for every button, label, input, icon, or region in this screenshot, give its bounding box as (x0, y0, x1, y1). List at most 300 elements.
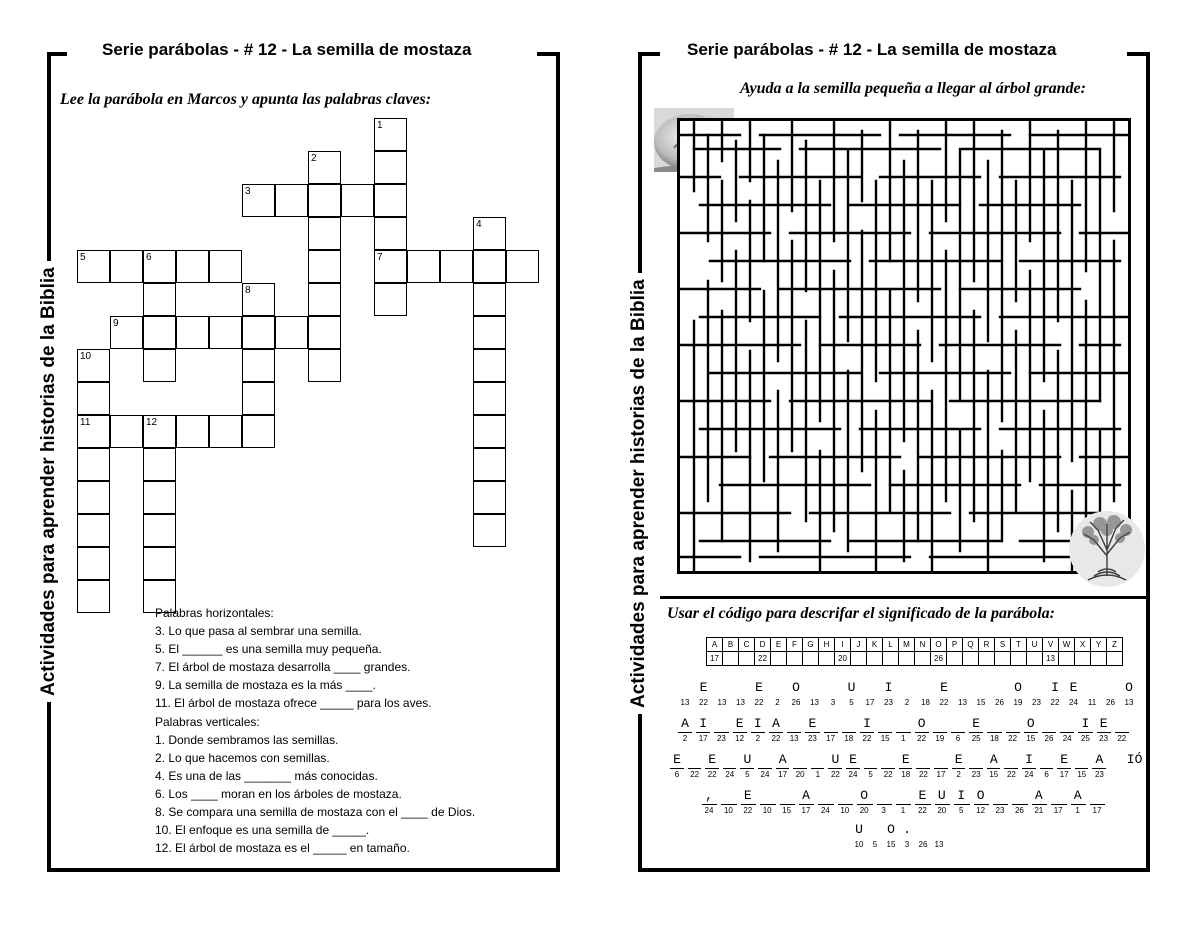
decode-number: 1 (900, 806, 906, 815)
clue-h3: 3. Lo que pasa al sembrar una semilla. (155, 624, 362, 639)
decode-blank[interactable] (811, 768, 825, 769)
code-letter-cell: U (1027, 638, 1043, 652)
decode-letter: U (855, 822, 863, 837)
decode-number: 22 (917, 734, 927, 743)
crossword-cell[interactable] (143, 250, 176, 283)
decode-letter: . (903, 822, 911, 837)
code-number-cell (1059, 652, 1075, 666)
code-number-cell (979, 652, 995, 666)
decode-blank[interactable] (1092, 768, 1106, 769)
crossword-clue-number: 8 (245, 285, 251, 296)
decode-letter: E (1099, 716, 1108, 731)
code-letter-cell: X (1075, 638, 1091, 652)
decode-blank[interactable] (733, 732, 747, 733)
decode-blank[interactable] (805, 732, 819, 733)
decode-blank[interactable] (878, 732, 892, 733)
decode-letter: A (778, 752, 787, 767)
crossword-cell[interactable] (143, 415, 176, 448)
decode-blank[interactable] (721, 804, 736, 805)
decode-number: 24 (760, 770, 770, 779)
decode-letter: O (1125, 680, 1133, 695)
decode-number: 22 (1006, 770, 1016, 779)
crossword-cell[interactable] (176, 250, 209, 283)
decode-blank[interactable] (818, 804, 833, 805)
crossword-cell[interactable] (506, 250, 539, 283)
decode-number: 18 (844, 734, 854, 743)
decode-number: 5 (868, 770, 873, 779)
crossword-cell[interactable] (143, 481, 176, 514)
decode-blank[interactable] (1057, 768, 1071, 769)
decode-number: 23 (995, 806, 1005, 815)
decode-number: 26 (1044, 734, 1054, 743)
decode-blank[interactable] (678, 732, 692, 733)
crossword-cell[interactable] (77, 382, 110, 415)
code-letter-cell: H (819, 638, 835, 652)
decode-letter: A (1095, 752, 1104, 767)
decode-blank[interactable] (846, 768, 860, 769)
decode-blank[interactable] (915, 732, 929, 733)
decode-blank[interactable] (1051, 804, 1066, 805)
decode-blank[interactable] (769, 732, 783, 733)
code-number-cell (1091, 652, 1107, 666)
crossword-cell[interactable] (143, 514, 176, 547)
left-frame-bottom (47, 868, 560, 872)
decode-blank[interactable] (1060, 732, 1074, 733)
crossword-cell[interactable] (473, 415, 506, 448)
tree-image (1068, 510, 1146, 588)
decode-blank[interactable] (1097, 732, 1111, 733)
decode-number: 26 (791, 698, 801, 707)
crossword-clue-number: 4 (476, 219, 482, 230)
code-table (706, 637, 1123, 666)
crossword-cell[interactable] (473, 481, 506, 514)
decode-number: 23 (807, 734, 817, 743)
maze-instruction: Ayuda a la semilla pequeña a llegar al árbol grande: (740, 80, 1086, 97)
decode-number: 15 (782, 806, 792, 815)
decode-blank[interactable] (799, 804, 814, 805)
left-side-title: Actividades para aprender historias de la Biblia (38, 261, 60, 702)
clue-h5: 5. El ______ es una semilla muy pequeña. (155, 642, 382, 657)
decode-blank[interactable] (969, 732, 983, 733)
code-letters-row (707, 638, 1123, 652)
decode-letter: E (808, 716, 817, 731)
decode-number: 13 (789, 734, 799, 743)
crossword-cell[interactable] (308, 250, 341, 283)
decode-blank[interactable] (842, 732, 856, 733)
code-letter-cell: P (947, 638, 963, 652)
decode-blank[interactable] (1071, 804, 1086, 805)
decode-number: 26 (1014, 806, 1024, 815)
decode-letter: A (1073, 788, 1082, 803)
code-letter-cell: A (707, 638, 723, 652)
crossword-cell[interactable] (407, 250, 440, 283)
crossword-cell[interactable] (473, 250, 506, 283)
decode-letter: I (1051, 680, 1059, 695)
decode-blank[interactable] (702, 804, 717, 805)
decode-letter: E (1069, 680, 1078, 695)
crossword-cell[interactable] (374, 118, 407, 151)
decode-blank[interactable] (935, 804, 950, 805)
decode-number: 5 (958, 806, 964, 815)
decode-number: 13 (810, 698, 819, 707)
decode-number: 22 (699, 698, 708, 707)
right-page-title: Serie parábolas - # 12 - La semilla de mostaza (683, 40, 1060, 60)
crossword-cell[interactable] (308, 283, 341, 316)
decode-number: 19 (1013, 698, 1023, 707)
decode-number: 13 (934, 840, 944, 849)
code-number-cell (723, 652, 739, 666)
decode-number: 10 (840, 806, 850, 815)
crossword-clue-number: 9 (113, 318, 119, 329)
decode-number: 15 (989, 770, 999, 779)
decode-number: 22 (707, 770, 717, 779)
crossword-cell[interactable] (77, 547, 110, 580)
crossword-cell[interactable] (308, 217, 341, 250)
crossword-cell[interactable] (473, 316, 506, 349)
crossword-cell[interactable] (110, 250, 143, 283)
decode-number: 24 (1024, 770, 1034, 779)
code-numbers-row (707, 652, 1123, 666)
crossword-clue-number: 1 (377, 120, 383, 131)
crossword-cell[interactable] (242, 382, 275, 415)
clue-h9: 9. La semilla de mostaza es la más ____. (155, 678, 376, 693)
clues-vertical-heading: Palabras verticales: (155, 714, 260, 729)
decode-number: 3 (904, 840, 910, 849)
decode-number: 17 (778, 770, 788, 779)
clue-v2: 2. Lo que hacemos con semillas. (155, 750, 330, 765)
code-number-cell (851, 652, 867, 666)
decode-letter: E (918, 788, 927, 803)
decode-blank[interactable] (760, 804, 775, 805)
code-number-cell: 17 (707, 652, 723, 666)
decode-blank[interactable] (1022, 768, 1036, 769)
decode-blank[interactable] (933, 732, 947, 733)
decode-blank[interactable] (828, 768, 842, 769)
crossword-cell[interactable] (308, 184, 341, 217)
crossword-cell[interactable] (77, 349, 110, 382)
crossword-cell[interactable] (473, 382, 506, 415)
crossword-clue-number: 2 (311, 153, 317, 164)
decode-blank[interactable] (1078, 732, 1092, 733)
crossword-clue-number: 6 (146, 252, 152, 263)
crossword-cell[interactable] (374, 250, 407, 283)
code-number-cell (867, 652, 883, 666)
decode-blank[interactable] (740, 768, 754, 769)
code-number-cell (947, 652, 963, 666)
decode-number: 22 (1117, 734, 1127, 743)
decode-letter: A (772, 716, 780, 731)
right-page-divider (660, 596, 1146, 599)
code-number-cell (1107, 652, 1123, 666)
decode-number: 5 (745, 770, 750, 779)
decode-number: 24 (725, 770, 735, 779)
decode-number: 23 (884, 698, 893, 707)
decode-blank[interactable] (1040, 768, 1054, 769)
decode-number: 13 (680, 698, 690, 707)
crossword-cell[interactable] (473, 217, 506, 250)
code-letter-cell: E (771, 638, 787, 652)
crossword-cell[interactable] (176, 415, 209, 448)
decode-number: 20 (795, 770, 805, 779)
decode-blank[interactable] (705, 768, 719, 769)
code-letter-cell: K (867, 638, 883, 652)
crossword-cell[interactable] (242, 349, 275, 382)
code-letter-cell: O (931, 638, 947, 652)
code-letter-cell: M (899, 638, 915, 652)
decode-number: 19 (935, 734, 945, 743)
decode-number: 2 (956, 770, 961, 779)
decode-number: 22 (1050, 698, 1060, 707)
crossword-cell[interactable] (473, 514, 506, 547)
code-letter-cell: S (995, 638, 1011, 652)
decode-number: 13 (958, 698, 967, 707)
clue-v8: 8. Se compara una semilla de mostaza con el ____ de Dios. (155, 805, 476, 820)
decode-blank[interactable] (952, 768, 966, 769)
decode-blank[interactable] (1006, 732, 1020, 733)
decode-letter: I (863, 716, 871, 731)
crossword-cell[interactable] (374, 283, 407, 316)
decode-number: 24 (848, 770, 858, 779)
decode-letter: I (884, 680, 893, 695)
crossword-cell[interactable] (440, 250, 473, 283)
decode-blank[interactable] (670, 768, 684, 769)
crossword-clue-number: 7 (377, 252, 383, 263)
crossword-cell[interactable] (143, 349, 176, 382)
decode-number: 22 (918, 770, 928, 779)
crossword-cell[interactable] (242, 184, 275, 217)
decode-number: 15 (886, 840, 896, 849)
decode-letter: E (972, 716, 981, 731)
decode-number: 12 (735, 734, 745, 743)
crossword-cell[interactable] (77, 448, 110, 481)
decode-number: 1 (815, 770, 821, 779)
decode-number: 2 (775, 698, 780, 707)
code-number-cell (899, 652, 915, 666)
decode-blank[interactable] (696, 732, 710, 733)
code-letter-cell: J (851, 638, 867, 652)
decode-blank[interactable] (974, 804, 989, 805)
crossword-cell[interactable] (308, 151, 341, 184)
decode-number: 26 (918, 840, 928, 849)
decode-blank[interactable] (1115, 732, 1129, 733)
decode-blank[interactable] (934, 768, 948, 769)
decode-number: 10 (762, 806, 772, 815)
decode-number: 22 (830, 770, 840, 779)
decode-number: 22 (862, 734, 872, 743)
crossword-cell[interactable] (242, 415, 275, 448)
decode-letter: U (831, 752, 840, 767)
decode-letter: I (753, 716, 762, 731)
crossword-cell[interactable] (374, 151, 407, 184)
decode-number: 24 (1062, 734, 1072, 743)
decode-blank[interactable] (993, 804, 1008, 805)
crossword-cell[interactable] (77, 250, 110, 283)
decode-blank[interactable] (776, 768, 790, 769)
decode-number: 24 (704, 806, 714, 815)
decode-blank[interactable] (723, 768, 737, 769)
crossword-cell[interactable] (341, 184, 374, 217)
code-number-cell (915, 652, 931, 666)
decode-blank[interactable] (860, 732, 874, 733)
crossword-cell[interactable] (110, 316, 143, 349)
decode-letter: A (1034, 788, 1043, 803)
maze-walls (680, 121, 1128, 571)
left-frame-right (556, 52, 560, 872)
crossword-clues (155, 604, 475, 857)
decode-number: 3 (830, 698, 836, 707)
decode-blank[interactable] (741, 804, 756, 805)
code-letter-cell: W (1059, 638, 1075, 652)
decode-blank[interactable] (899, 768, 913, 769)
decode-number: 23 (1094, 770, 1104, 779)
decode-number: 22 (690, 770, 700, 779)
crossword-cell[interactable] (374, 217, 407, 250)
code-number-cell (739, 652, 755, 666)
decode-blank[interactable] (714, 732, 728, 733)
decode-blank[interactable] (1090, 804, 1105, 805)
crossword-cell[interactable] (242, 283, 275, 316)
crossword-cell[interactable] (176, 316, 209, 349)
decode-number: 18 (989, 734, 999, 743)
decode-letter: E (901, 752, 910, 767)
decode-number: 6 (955, 734, 961, 743)
code-letter-cell: N (915, 638, 931, 652)
decode-number: 17 (826, 734, 836, 743)
decode-blank[interactable] (1032, 804, 1047, 805)
decode-blank[interactable] (758, 768, 772, 769)
crossword-cell[interactable] (143, 448, 176, 481)
decode-letter: E (673, 752, 681, 767)
left-page-title: Serie parábolas - # 12 - La semilla de mostaza (98, 40, 475, 60)
decode-number: 22 (939, 698, 949, 707)
decode-letter: E (1060, 752, 1069, 767)
decode-number: 18 (921, 698, 930, 707)
decode-letter: I (1025, 752, 1033, 767)
decode-blank[interactable] (838, 804, 853, 805)
crossword-cell[interactable] (374, 184, 407, 217)
decode-number: 13 (1124, 698, 1134, 707)
decode-blank[interactable] (857, 804, 872, 805)
decode-number: 13 (736, 698, 745, 707)
decode-blank[interactable] (896, 732, 910, 733)
clue-h7: 7. El árbol de mostaza desarrolla ____ grandes. (155, 660, 411, 675)
decode-number: 22 (771, 734, 781, 743)
decode-blank[interactable] (987, 732, 1001, 733)
decode-blank[interactable] (916, 768, 930, 769)
decode-blank[interactable] (969, 768, 983, 769)
crossword-cell[interactable] (143, 283, 176, 316)
maze[interactable] (677, 118, 1131, 574)
crossword-cell[interactable] (308, 316, 341, 349)
decode-number: 17 (698, 734, 708, 743)
decode-number: 17 (865, 698, 875, 707)
decode-number: 23 (1099, 734, 1109, 743)
decode-number: 25 (971, 734, 981, 743)
decode-letter: E (708, 752, 717, 767)
decode-letter: A (802, 788, 810, 803)
decode-number: 24 (820, 806, 830, 815)
decode-blank[interactable] (896, 804, 911, 805)
decode-blank[interactable] (780, 804, 795, 805)
crossword-clue-number: 11 (80, 417, 91, 428)
crossword-cell[interactable] (242, 316, 275, 349)
decode-number: 3 (881, 806, 886, 815)
decode-number: 25 (1080, 734, 1090, 743)
crossword-cell[interactable] (275, 316, 308, 349)
decode-letter: I (1081, 716, 1090, 731)
clue-v12: 12. El árbol de mostaza es el _____ en tamaño. (155, 841, 410, 856)
code-instruction: Usar el código para descrifar el significado de la parábola: (667, 605, 1055, 622)
decode-number: 18 (901, 770, 911, 779)
decode-blank[interactable] (915, 804, 930, 805)
code-number-cell: 26 (931, 652, 947, 666)
decode-number: 13 (717, 698, 727, 707)
crossword-cell[interactable] (308, 349, 341, 382)
decode-letter: O (917, 716, 926, 731)
crossword-cell[interactable] (143, 316, 176, 349)
crossword-cell[interactable] (143, 547, 176, 580)
decode-blank[interactable] (987, 768, 1001, 769)
crossword-cell[interactable] (110, 415, 143, 448)
decode-blank[interactable] (688, 768, 702, 769)
decode-letter: O (1026, 716, 1035, 731)
crossword-cell[interactable] (209, 415, 242, 448)
crossword-cell[interactable] (473, 448, 506, 481)
decode-number: 10 (723, 806, 733, 815)
crossword-cell[interactable] (77, 514, 110, 547)
decode-blank[interactable] (881, 768, 895, 769)
decode-number: 17 (801, 806, 811, 815)
decode-blank[interactable] (951, 732, 965, 733)
decode-letter: E (849, 752, 857, 767)
crossword-cell[interactable] (473, 283, 506, 316)
crossword-cell[interactable] (209, 316, 242, 349)
clue-h11: 11. El árbol de mostaza ofrece _____ para los aves. (155, 696, 432, 711)
decode-blank[interactable] (1012, 804, 1027, 805)
decode-number: 22 (1008, 734, 1018, 743)
decode-letter: , (705, 788, 713, 803)
code-letter-cell: D (755, 638, 771, 652)
decode-blank[interactable] (751, 732, 765, 733)
crossword-cell[interactable] (77, 481, 110, 514)
decode-number: 17 (1053, 806, 1063, 815)
decode-blank[interactable] (877, 804, 892, 805)
crossword-cell[interactable] (275, 184, 308, 217)
code-letter-cell: B (723, 638, 739, 652)
decode-blank[interactable] (954, 804, 969, 805)
crossword-cell[interactable] (77, 415, 110, 448)
decode-blank[interactable] (1024, 732, 1038, 733)
decode-blank[interactable] (787, 732, 801, 733)
code-number-cell: 22 (755, 652, 771, 666)
decode-blank[interactable] (824, 732, 838, 733)
code-number-cell (883, 652, 899, 666)
code-letter-cell: F (787, 638, 803, 652)
decode-letter: I (699, 716, 708, 731)
crossword-cell[interactable] (209, 250, 242, 283)
crossword-cell[interactable] (473, 349, 506, 382)
decode-letter: O (976, 788, 985, 803)
decode-letter: E (940, 680, 948, 695)
decode-blank[interactable] (793, 768, 807, 769)
code-letter-cell: Z (1107, 638, 1123, 652)
decode-blank[interactable] (864, 768, 878, 769)
crossword-cell[interactable] (77, 580, 110, 613)
decode-blank[interactable] (1004, 768, 1018, 769)
decode-number: 6 (1044, 770, 1049, 779)
decode-blank[interactable] (1075, 768, 1089, 769)
decode-blank[interactable] (1042, 732, 1056, 733)
